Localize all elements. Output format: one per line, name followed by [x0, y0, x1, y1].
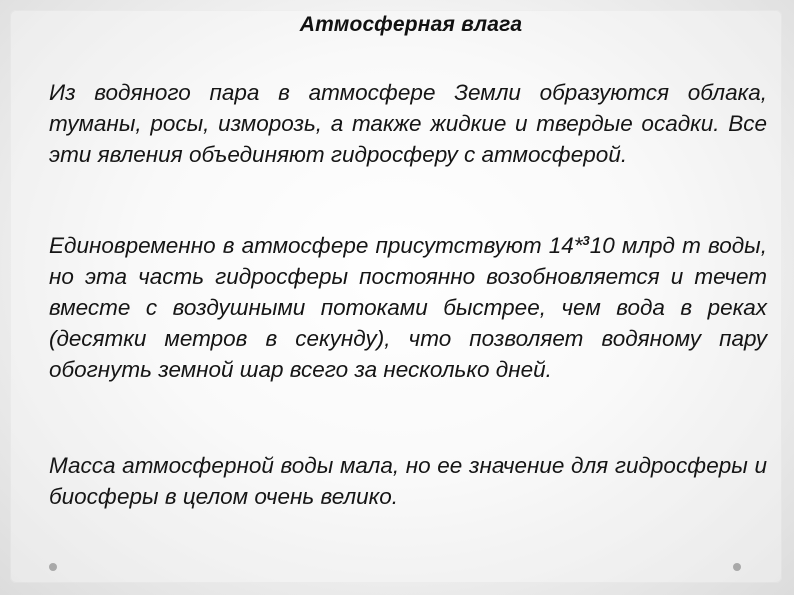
decorative-dot-right: [733, 563, 741, 571]
paragraph-3: Масса атмосферной воды мала, но ее значение для гидросферы и биосферы в целом очень велико.: [49, 453, 767, 509]
paragraph-2-start: Единовременно в атмосфере присутствуют 14*: [49, 233, 583, 258]
paragraph-2: [49, 230, 767, 385]
paragraph-1: Из водяного пара в атмосфере Земли образуются облака, туманы, росы, изморозь, а также жидкие и твердые осадки. Все эти явления объединяют гидросферу с атмосферой.: [49, 80, 767, 167]
paragraph-2-rest: 10 млрд т воды, но эта часть гидросферы постоянно возобновляется и течет вместе с воздушными потоками быстрее, чем вода в реках (десятки метров в секунду), что позволяет водяному пару обогнуть земной шар всего за несколько дней.: [49, 233, 767, 382]
decorative-dot-left: [49, 563, 57, 571]
slide-title: Атмосферная влага: [299, 13, 523, 36]
superscript-exponent: 3: [582, 233, 590, 248]
